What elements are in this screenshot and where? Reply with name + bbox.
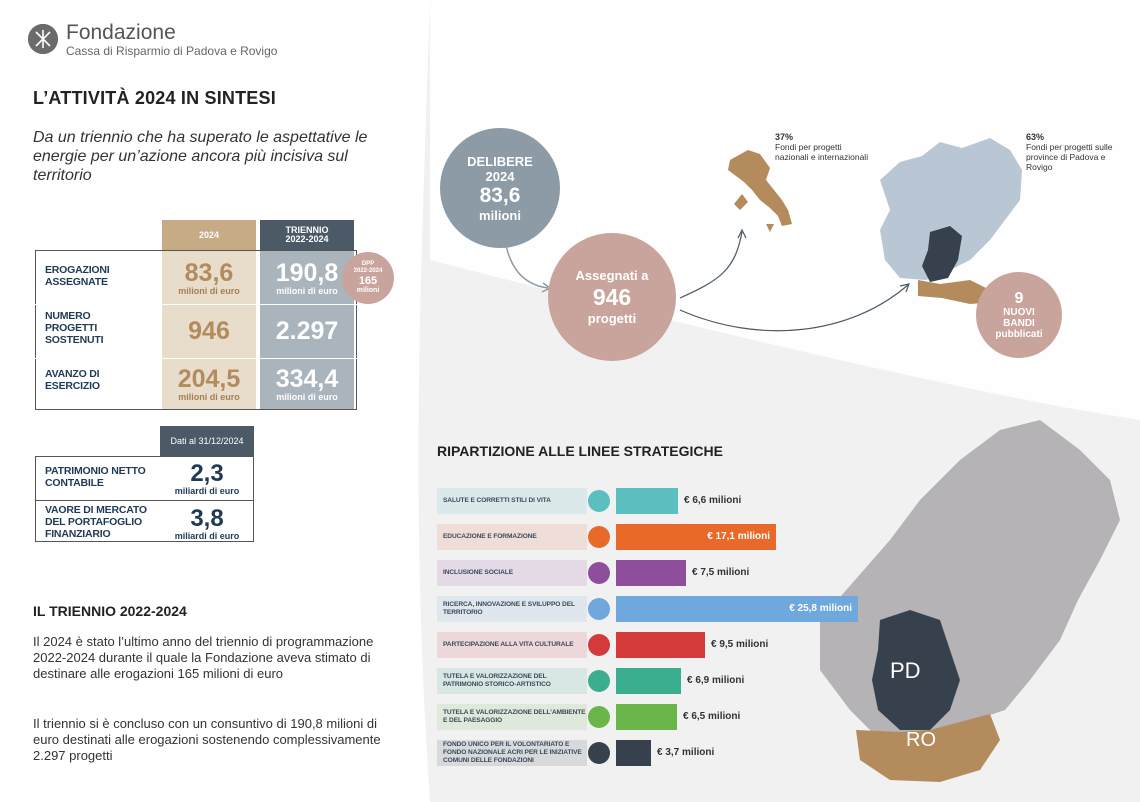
value-erogazioni-2024: 83,6 milioni di euro bbox=[178, 259, 240, 296]
value-progetti-2024: 946 bbox=[188, 317, 230, 345]
triennio-paragraph-1: Il 2024 è stato l’ultimo anno del triennio di programmazione 2022-2024 durante il quale la Fondazione aveva stimato di destinare alle erogazioni 165 milioni di euro bbox=[33, 634, 374, 681]
triennio-paragraph-2: Il triennio si è concluso con un consuntivo di 190,8 milioni di euro destinati alle erogazioni sostenendo complessivamente 2.297 progetti bbox=[33, 716, 381, 763]
row-label-erogazioni: EROGAZIONI ASSEGNATE bbox=[45, 264, 110, 288]
logo-subtitle: Cassa di Risparmio di Padova e Rovigo bbox=[66, 44, 278, 58]
strategic-line-value: € 9,5 milioni bbox=[711, 639, 769, 650]
strategic-line-icon bbox=[588, 490, 610, 512]
strategic-line-value: € 3,7 milioni bbox=[657, 747, 715, 758]
strategic-line-label: RICERCA, INNOVAZIONE E SVILUPPO DEL TERRITORIO bbox=[437, 596, 587, 622]
delibere-circle: DELIBERE 2024 83,6 milioni bbox=[440, 128, 560, 248]
strategic-line-value: € 17,1 milioni bbox=[707, 531, 770, 542]
strategic-line-value: € 6,9 milioni bbox=[687, 675, 745, 686]
strategic-line-bar bbox=[616, 740, 651, 766]
column-header-triennio: TRIENNIO 2022-2024 bbox=[260, 220, 354, 250]
strategic-line-bar bbox=[616, 488, 678, 514]
strategic-line-bar bbox=[616, 560, 686, 586]
dati-header: Dati al 31/12/2024 bbox=[160, 426, 254, 456]
strategic-line-icon bbox=[588, 634, 610, 656]
strategic-line-value: € 6,5 milioni bbox=[683, 711, 741, 722]
strategic-line-label: INCLUSIONE SOCIALE bbox=[437, 560, 587, 586]
strategic-line-label: EDUCAZIONE E FORMAZIONE bbox=[437, 524, 587, 550]
percentage-nazionali: 37% Fondi per progetti nazionali e internazionali bbox=[775, 132, 869, 162]
value-patrimonio: 2,3 miliardi di euro bbox=[174, 460, 240, 496]
strategic-line-label: FONDO UNICO PER IL VOLONTARIATO E FONDO NAZIONALE ACRI PER LE INIZIATIVE COMUNI DELLE FONDAZIONI bbox=[437, 740, 587, 766]
strategic-line-label: PARTECIPAZIONE ALLA VITA CULTURALE bbox=[437, 632, 587, 658]
value-progetti-triennio: 2.297 bbox=[275, 317, 339, 345]
assegnati-circle: Assegnati a 946 progetti bbox=[548, 233, 676, 361]
logo-mark-icon bbox=[28, 24, 58, 54]
strategic-line-label: SALUTE E CORRETTI STILI DI VITA bbox=[437, 488, 587, 514]
strategic-line-bar bbox=[616, 668, 681, 694]
column-header-2024: 2024 bbox=[162, 220, 256, 250]
strategic-line-icon bbox=[588, 670, 610, 692]
strategic-line-label: TUTELA E VALORIZZAZIONE DEL PATRIMONIO STORICO-ARTISTICO bbox=[437, 668, 587, 694]
strategic-line-icon bbox=[588, 706, 610, 728]
page-title: L’ATTIVITÀ 2024 IN SINTESI bbox=[33, 88, 276, 108]
row-divider bbox=[35, 500, 254, 501]
value-avanzo-triennio: 334,4 milioni di euro bbox=[275, 365, 339, 402]
strategic-line-icon bbox=[588, 526, 610, 548]
veneto-region bbox=[820, 420, 1120, 758]
ripartizione-heading: RIPARTIZIONE ALLE LINEE STRATEGICHE bbox=[437, 443, 723, 459]
value-erogazioni-triennio: 190,8 milioni di euro bbox=[275, 259, 339, 296]
strategic-line-icon bbox=[588, 562, 610, 584]
pd-label: PD bbox=[890, 658, 921, 683]
row-label-progetti: NUMERO PROGETTI SOSTENUTI bbox=[45, 310, 104, 346]
percentage-province: 63% Fondi per progetti sulle province di Padova e Rovigo bbox=[1026, 132, 1113, 172]
strategic-line-value: € 6,6 milioni bbox=[684, 495, 742, 506]
arrow-assegnati-italia bbox=[680, 232, 742, 298]
strategic-line-icon bbox=[588, 742, 610, 764]
row-divider bbox=[35, 358, 357, 359]
dpp-target-badge: DPP 2022-2024 165 milioni bbox=[342, 252, 394, 304]
row-label-portafoglio: VAORE DI MERCATO DEL PORTAFOGLIO FINANZIARIO bbox=[45, 504, 147, 540]
ro-label: RO bbox=[906, 729, 936, 751]
arrow-assegnati-veneto bbox=[680, 285, 908, 331]
value-portafoglio: 3,8 miliardi di euro bbox=[174, 505, 240, 541]
strategic-line-bar bbox=[616, 632, 705, 658]
bandi-circle: 9 NUOVI BANDI pubblicati bbox=[976, 272, 1062, 358]
logo-title: Fondazione bbox=[66, 21, 176, 44]
triennio-heading: IL TRIENNIO 2022-2024 bbox=[33, 603, 187, 619]
italy-map-icon bbox=[728, 150, 792, 232]
strategic-line-value: € 25,8 milioni bbox=[789, 603, 852, 614]
row-label-avanzo: AVANZO DI ESERCIZIO bbox=[45, 368, 100, 392]
strategic-line-label: TUTELA E VALORIZZAZIONE DELL’AMBIENTE E DEL PAESAGGIO bbox=[437, 704, 587, 730]
intro-text: Da un triennio che ha superato le aspettative le energie per un’azione ancora più incisiva sul territorio bbox=[33, 129, 368, 184]
foundation-logo bbox=[28, 22, 277, 58]
strategic-line-bar bbox=[616, 704, 677, 730]
strategic-line-icon bbox=[588, 598, 610, 620]
arrow-delibere-assegnati bbox=[505, 240, 548, 288]
row-label-patrimonio: PATRIMONIO NETTO CONTABILE bbox=[45, 465, 146, 489]
value-avanzo-2024: 204,5 milioni di euro bbox=[177, 365, 241, 402]
row-divider bbox=[35, 304, 357, 305]
strategic-line-value: € 7,5 milioni bbox=[692, 567, 750, 578]
